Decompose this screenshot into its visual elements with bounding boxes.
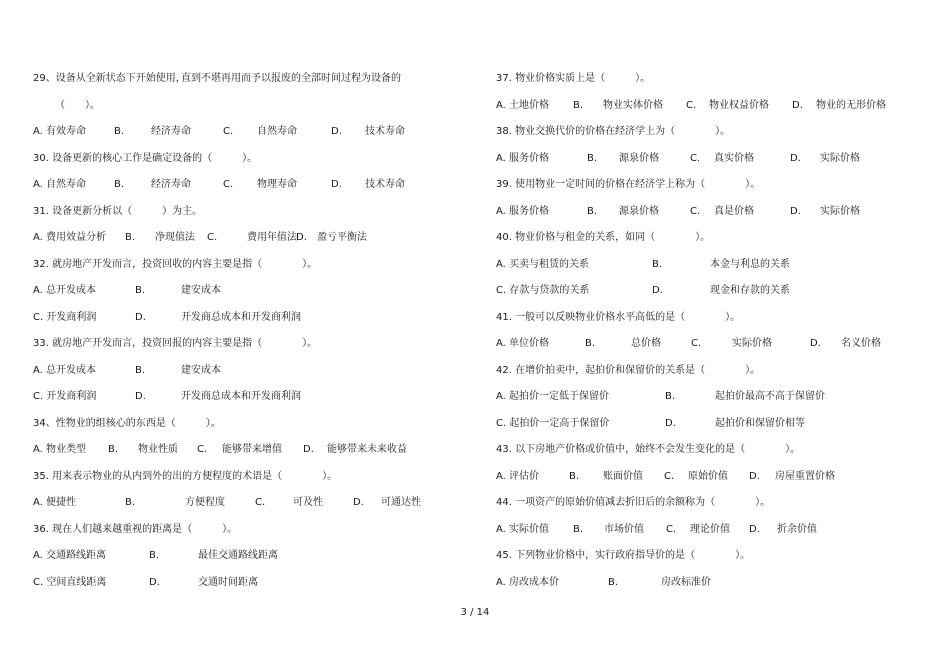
text-segment: 直到不堪再用而予以报废的全部时间过程为设备的 [181,73,401,84]
option-text: C. [664,470,675,482]
option-text: A. 交通路线距离 [33,550,107,561]
question-text [33,411,463,438]
option-text: C. 空间直线距离 [33,576,107,588]
option-text: 起拍价和保留价相等 [715,417,805,429]
option-text: B. [135,364,146,376]
option-text: B. [149,550,160,561]
option-text: B. [114,179,125,190]
answer-options [33,437,463,464]
option-text: D. [331,179,342,190]
question-continuation [33,93,463,120]
answer-options [33,384,463,411]
option-text: 房屋重置价格 [775,470,835,482]
option-text: D. [303,444,314,455]
option-text: A. 房改成本价 [496,576,560,588]
option-text: B. [135,285,146,296]
option-text: 可及性 [293,497,323,508]
option-text: C. 存款与贷款的关系 [496,285,590,296]
answer-options [496,199,916,226]
option-text: 技术寿命 [365,179,405,190]
option-text: 市场价值 [604,523,644,535]
option-text: B. [573,523,584,535]
option-text: B. [108,444,119,455]
option-text: C. 开发商利润 [33,311,97,323]
option-text: 建安成本 [181,364,221,376]
option-text: D. [749,470,760,482]
option-text: A. 便捷性 [33,497,77,508]
option-text: B. [125,497,136,508]
answer-options [33,172,463,199]
question-text [496,437,916,464]
question-text [496,66,916,93]
option-text: 实际价格 [820,205,860,217]
question-text [33,199,463,226]
text-segment: 34、性物业的组核心的东西是（ ）。 [33,417,221,429]
option-text: 真是价格 [714,205,754,217]
answer-options [33,358,463,385]
option-text: B. [585,338,596,349]
option-text: B. [608,576,619,588]
option-text: C. [197,444,208,455]
option-text: 名义价格 [841,338,881,349]
option-text: C. [686,99,697,111]
option-text: D. [792,99,803,111]
option-text: B. [587,152,598,164]
option-text: 经济寿命 [151,179,191,190]
option-text: 物业实体价格 [603,99,663,111]
answer-options [33,225,463,252]
option-text: A. 评估价 [496,470,540,482]
option-text: 开发商总成本和开发商利润 [181,391,301,402]
answer-options [496,570,916,597]
option-text: 账面价值 [603,470,643,482]
option-text: 原始价值 [688,470,728,482]
answer-options [496,464,916,491]
option-text: A. 土地价格 [496,99,550,111]
option-text: C. [207,232,218,243]
option-text: A. 实际价值 [496,523,550,535]
option-text: A. 费用效益分析 [33,232,107,243]
option-text: D. [149,576,160,588]
text-segment: 29、设备从全新状态下开始使用， [33,73,186,84]
text-segment: 43. 以下房地产价格或价值中，始终不会发生变化的是（ ）。 [496,444,801,455]
option-text: 起拍价最高不高于保留价 [715,391,825,402]
option-text: D. [331,126,342,137]
option-text: 真实价格 [714,152,754,164]
option-text: B. [125,232,136,243]
option-text: A. 有效寿命 [33,126,87,137]
text-segment: 35. 用来表示物业的从内到外的出的方便程度的术语是（ ）。 [33,470,338,482]
question-text [33,66,463,93]
option-text: 现金和存款的关系 [710,285,790,296]
option-text: 盈亏平衡法 [317,232,367,243]
option-text: D. [296,232,307,243]
option-text: A. 服务价格 [496,205,550,217]
text-segment: 37. 物业价格实质上是（ ）。 [496,73,651,84]
text-segment: 42. 在增价拍卖中，起拍价和保留价的关系是（ ）。 [496,364,761,376]
option-text: C. [690,205,701,217]
option-text: 可通达性 [381,497,421,508]
answer-options [496,146,916,173]
option-text: A. 买卖与租赁的关系 [496,258,590,270]
option-text: D. [353,497,364,508]
answer-options [33,119,463,146]
option-text: B. [114,126,125,137]
option-text: A. 服务价格 [496,152,550,164]
text-segment: 45. 下列物业价格中，实行政府指导价的是（ ）。 [496,550,751,561]
text-segment: （ ）。 [55,99,100,111]
option-text: D. [665,417,676,429]
page-number: 3 / 14 [460,607,490,618]
option-text: 费用年值法 [247,232,297,243]
option-text: B. [652,258,663,270]
option-text: A. 物业类型 [33,444,87,455]
option-text: C. 开发商利润 [33,391,97,402]
answer-options [496,411,916,438]
answer-options [33,278,463,305]
option-text: D. [810,338,821,349]
answer-options [33,490,463,517]
option-text: 方便程度 [185,497,225,508]
option-text: 本金与利息的关系 [710,258,790,270]
option-text: A. 自然寿命 [33,179,87,190]
option-text: 物理寿命 [257,179,297,190]
question-text [496,172,916,199]
option-text: 交通时间距离 [198,576,258,588]
option-text: 技术寿命 [365,126,405,137]
question-text [33,517,463,544]
option-text: C. [690,152,701,164]
option-text: D. [749,523,760,535]
text-segment: 38. 物业交换代价的价格在经济学上为（ ）。 [496,126,731,137]
answer-options [33,570,463,597]
option-text: D. [135,391,146,402]
option-text: B. [569,470,580,482]
answer-options [33,543,463,570]
option-text: 源泉价格 [619,205,659,217]
right-column [496,66,916,596]
answer-options [496,517,916,544]
text-segment: 30. 设备更新的核心工作是确定设备的（ ）。 [33,152,258,164]
option-text: 物业性质 [138,444,178,455]
option-text: D. [135,311,146,323]
option-text: D. [652,285,663,296]
answer-options [33,305,463,332]
text-segment: 41. 一般可以反映物业价格水平高低的是（ ）。 [496,311,741,323]
option-text: A. 单位价格 [496,338,550,349]
option-text: 能够带来增值 [222,444,282,455]
option-text: C. [223,126,234,137]
option-text: 净现值法 [155,232,195,243]
question-text [496,119,916,146]
text-segment: 39. 使用物业一定时间的价格在经济学上称为（ ）。 [496,179,761,190]
question-text [496,305,916,332]
option-text: 开发商总成本和开发商利润 [181,311,301,323]
option-text: 理论价值 [690,523,730,535]
answer-options [496,331,916,358]
option-text: 最佳交通路线距离 [198,550,278,561]
question-text [496,225,916,252]
option-text: 实际价格 [732,338,772,349]
question-text [496,543,916,570]
option-text: 物业的无形价格 [816,99,886,111]
option-text: B. [587,205,598,217]
text-segment: 40. 物业价格与租金的关系，如同（ ）。 [496,232,711,243]
question-text [33,331,463,358]
option-text: A. 起拍价一定低于保留价 [496,391,610,402]
option-text: C. [691,338,702,349]
option-text: D. [790,205,801,217]
text-segment: 32. 就房地产开发而言，投资回收的内容主要是指（ ）。 [33,258,318,270]
option-text: 建安成本 [181,285,221,296]
question-text [33,464,463,491]
option-text: 经济寿命 [151,126,191,137]
option-text: 自然寿命 [257,126,297,137]
answer-options [496,278,916,305]
option-text: B. [665,391,676,402]
option-text: C. [223,179,234,190]
left-column [33,66,463,596]
option-text: C. 起拍价一定高于保留价 [496,417,610,429]
answer-options [496,384,916,411]
option-text: D. [790,152,801,164]
question-text [496,490,916,517]
question-text [33,252,463,279]
option-text: 物业权益价格 [709,99,769,111]
option-text: A. 总开发成本 [33,364,97,376]
text-segment: 33. 就房地产开发而言，投资回报的内容主要是指（ ）。 [33,338,318,349]
option-text: 源泉价格 [619,152,659,164]
option-text: C. [255,497,266,508]
question-text [496,358,916,385]
text-segment: 31. 设备更新分析以（ ）为主。 [33,205,203,217]
text-segment: 44. 一项资产的原始价值减去折旧后的余额称为（ ）。 [496,497,771,508]
option-text: 实际价格 [820,152,860,164]
text-segment: 36. 现在人们越来越重视的距离是（ ）。 [33,523,238,535]
question-text [33,146,463,173]
option-text: 总价格 [631,338,661,349]
option-text: 房改标准价 [661,576,711,588]
option-text: 折余价值 [777,523,817,535]
option-text: C. [666,523,677,535]
answer-options [496,93,916,120]
option-text: 能够带来未来收益 [327,444,407,455]
option-text: B. [573,99,584,111]
option-text: A. 总开发成本 [33,285,97,296]
answer-options [496,252,916,279]
